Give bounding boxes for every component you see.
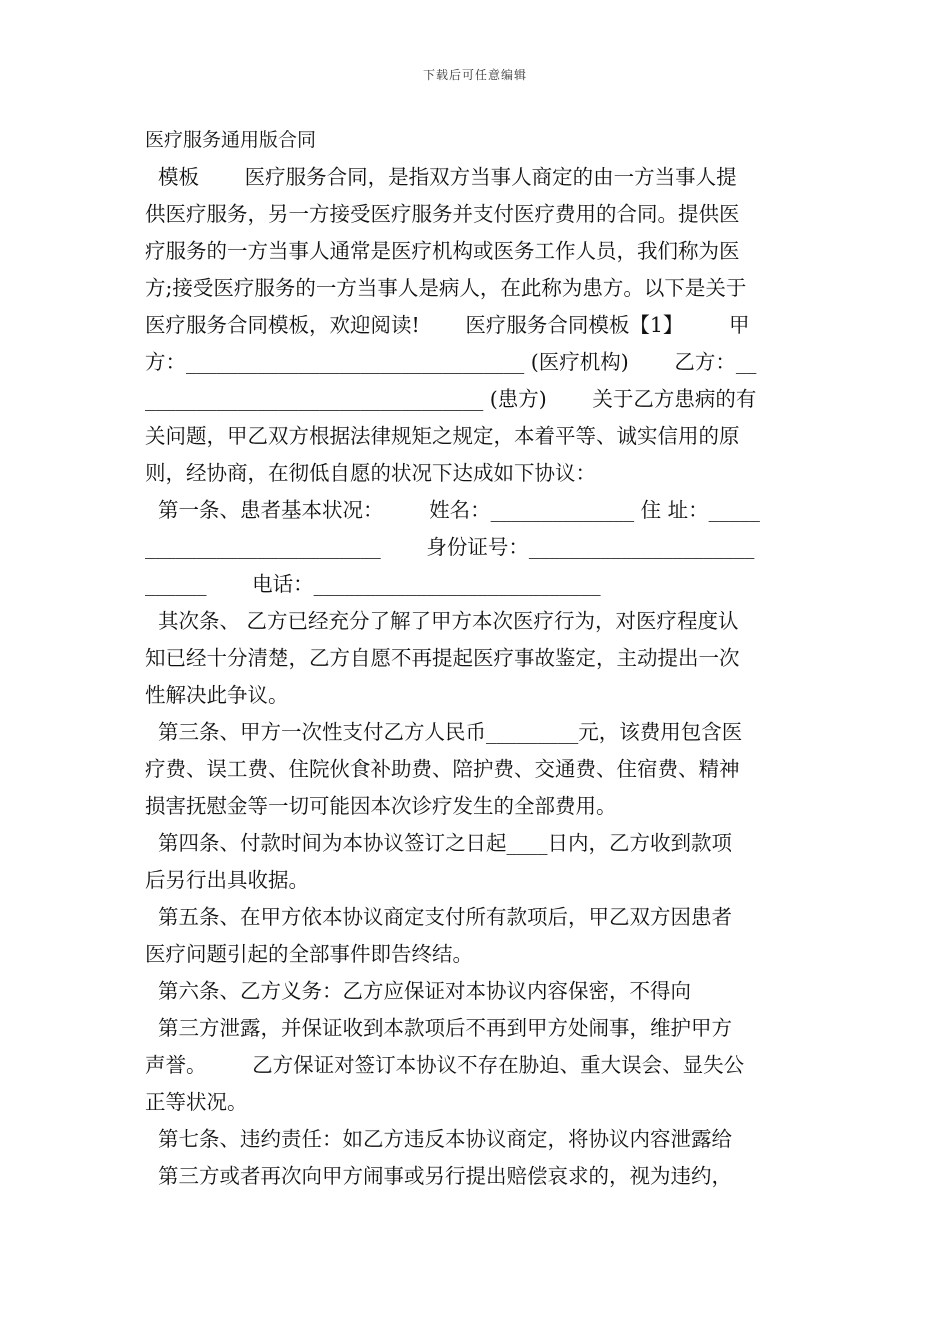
text-line: 第三方泄露，并保证收到本款项后不再到甲方处闹事，维护甲方 — [145, 1016, 733, 1040]
text-line: 方;接受医疗服务的一方当事人是病人，在此称为患方。以下是关于 — [145, 276, 747, 300]
document-title: 医疗服务通用版合同 — [145, 129, 317, 151]
text-line: 知已经十分清楚，乙方自愿不再提起医疗事故鉴定，主动提出一次 — [145, 646, 740, 670]
party-b-line: _________________________________ (患方) 关于乙方患病的有 — [145, 387, 757, 411]
article-5-line: 第五条、在甲方依本协议商定支付所有款项后，甲乙双方因患者 — [145, 905, 733, 929]
text-line: 则，经协商，在彻低自愿的状况下达成如下协议： — [145, 461, 596, 485]
text-line: 医疗服务合同模板，欢迎阅读! 医疗服务合同模板【1】 甲 — [145, 313, 750, 337]
article-7-line: 第七条、违约责任：如乙方违反本协议商定，将协议内容泄露给 — [145, 1127, 733, 1151]
article-3-line: 第三条、甲方一次性支付乙方人民币_________元，该费用包含医 — [145, 720, 743, 744]
id-number-line: _______________________ 身份证号：______________________ — [145, 535, 755, 559]
text-line: 性解决此争议。 — [145, 683, 289, 707]
text-line: 供医疗服务，另一方接受医疗服务并支付医疗费用的合同。提供医 — [145, 202, 740, 226]
page-header-note: 下载后可任意编辑 — [422, 68, 527, 82]
text-line: 后另行出具收据。 — [145, 868, 309, 892]
text-line: 疗服务的一方当事人通常是医疗机构或医务工作人员，我们称为医 — [145, 239, 740, 263]
text-line: 损害抚慰金等一切可能因本次诊疗发生的全部费用。 — [145, 794, 617, 818]
text-line: 模板 医疗服务合同，是指双方当事人商定的由一方当事人提 — [145, 165, 737, 189]
text-line: 关问题，甲乙双方根据法律规矩之规定，本着平等、诚实信用的原 — [145, 424, 740, 448]
text-line: 声誉。 乙方保证对签订本协议不存在胁迫、重大误会、显失公 — [145, 1053, 745, 1077]
text-line: 第三方或者再次向甲方闹事或另行提出赔偿哀求的，视为违约， — [145, 1164, 733, 1188]
article-1-line: 第一条、患者基本状况： 姓名：______________ 住 址：_____ — [145, 498, 760, 522]
text-line: 医疗问题引起的全部事件即告终结。 — [145, 942, 473, 966]
phone-line: ______ 电话：____________________________ — [145, 572, 601, 596]
article-6-line: 第六条、乙方义务：乙方应保证对本协议内容保密，不得向 — [145, 979, 692, 1003]
party-a-line: 方：_________________________________ (医疗机构) 乙方：__ — [145, 350, 757, 374]
text-line: 正等状况。 — [145, 1090, 248, 1114]
article-4-line: 第四条、付款时间为本协议签订之日起____日内，乙方收到款项 — [145, 831, 733, 855]
text-line: 疗费、误工费、住院伙食补助费、陪护费、交通费、住宿费、精神 — [145, 757, 740, 781]
contract-body — [145, 122, 807, 1195]
article-2-line: 其次条、 乙方已经充分了解了甲方本次医疗行为，对医疗程度认 — [145, 609, 739, 633]
